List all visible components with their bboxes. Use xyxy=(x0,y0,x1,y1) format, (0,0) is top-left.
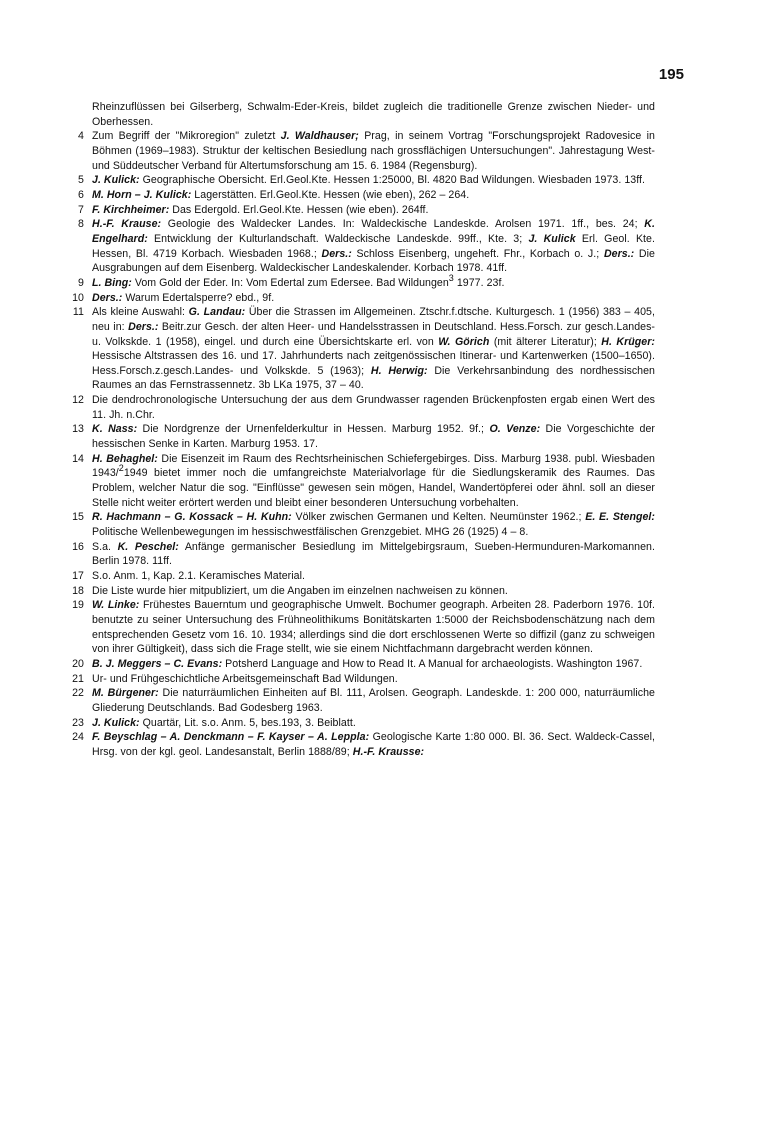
footnote-text xyxy=(92,687,655,714)
footnote-19 xyxy=(0,598,655,657)
footnote-23 xyxy=(0,716,655,731)
footnote-text-run: Lagerstätten. Erl.Geol.Kte. Hessen (wie eben), 262 – 264. xyxy=(191,188,470,201)
footnote-18 xyxy=(0,584,655,599)
footnote-number: 18 xyxy=(72,584,84,597)
author-name: E. E. Stengel: xyxy=(585,511,656,524)
footnote-number: 21 xyxy=(72,672,84,685)
footnote-text xyxy=(92,272,505,289)
footnote-number: 9 xyxy=(78,276,84,289)
footnote-text-run: Die naturräumlichen Einheiten auf Bl. 111, Arolsen. Geograph. Landeskde. 1: 200 000, naturräumliche Gliederung Deutschlands. Bad Godesberg 1963. xyxy=(92,687,656,714)
author-name: W. Görich xyxy=(438,335,490,348)
superscript: 2 xyxy=(118,463,124,474)
footnote-text xyxy=(92,570,305,582)
footnote-9 xyxy=(0,272,655,291)
footnote-21 xyxy=(0,672,655,687)
footnote-number: 19 xyxy=(72,599,84,612)
footnote-text-run: Quartär, Lit. s.o. Anm. 5, bes.193, 3. Beiblatt. xyxy=(139,716,356,729)
author-name: O. Venze: xyxy=(489,423,541,436)
footnote-5 xyxy=(0,173,655,188)
author-name: Ders.: xyxy=(603,247,635,260)
footnote-13 xyxy=(0,422,655,451)
footnote-text xyxy=(92,204,429,216)
footnote-number: 14 xyxy=(72,452,84,465)
footnote-number: 12 xyxy=(72,394,84,407)
author-name: M. Bürgener: xyxy=(92,687,159,700)
footnote-text-run: Die dendrochronologische Untersuchung der aus dem Grundwasser ragenden Brückenpfosten ergab einen Wert des 11. Jh. n.Chr. xyxy=(92,394,655,421)
footnote-text-run: Die Eisenzeit im Raum des Rechtsrheinischen Schiefergebirges. Diss. Marburg 1938. publ. Wiesbaden 1943/ xyxy=(92,452,655,480)
footnote-text-run: Schloss Eisenberg, ungeheft. Fhr., Korbach o. J.; xyxy=(351,247,604,260)
footnote-text-run: Prag, in seinem Vortrag "Forschungsprojekt Radovesice in Böhmen (1969–1983). Struktur der keltischen Besiedlung nach grossflächigen Untersuchungen". Jahrestagung West- und Süddeutscher Verband für Altertumsforschung am 15. 6. 1984 (Regensburg). xyxy=(92,130,655,172)
footnote-number: 23 xyxy=(72,716,84,729)
footnote-text-run: Entwicklung der Kulturlandschaft. Waldeckische Landeskde. 99ff., Kte. 3; xyxy=(147,232,529,245)
footnote-text-run: Frühestes Bauerntum und geographische Umwelt. Bochumer geograph. Arbeiten 28. Paderborn 1976. 10f. benutzte zu seiner Untersuchung des Frühneolithikums Bonitätskarten 1:5000 der Reichsbodenschätzung nach dem entsprechenden Gesetz vom 16. 10. 1934; allerdings sind die dort erschlossenen Werte so diffizil (ganz zu schweigen von ihrer Gültigkeit), dass sich die Frage stellt, wie sie einem Nichtfachmann dargebracht werden können. xyxy=(92,599,655,656)
page-number: 195 xyxy=(658,66,684,83)
footnote-continuation: Rheinzuflüssen bei Gilserberg, Schwalm-Eder-Kreis, bildet zugleich die traditionelle Grenze zwischen Nieder- und Oberhessen. xyxy=(92,101,655,128)
author-name: H. Krüger: xyxy=(601,335,655,348)
author-name: J. Kulick: xyxy=(92,716,140,729)
footnotes xyxy=(0,100,768,760)
footnote-number: 8 xyxy=(78,218,84,231)
footnote-12 xyxy=(0,393,655,422)
footnote-text xyxy=(92,174,645,186)
footnote-text-run: Hessische Altstrassen des 16. und 17. Jahrhunderts nach zeitgenössischen Itinerar- und Kartenwerken (1500–1650). Hess.Forsch.z.gesch.Landes- und Volkskde. 5 (1963); xyxy=(92,350,655,377)
author-name: Ders.: xyxy=(128,320,159,333)
footnote-20 xyxy=(0,657,655,672)
author-name: L. Bing: xyxy=(92,276,132,289)
footnote-text xyxy=(92,394,655,421)
footnote-text xyxy=(92,541,655,568)
footnote-24 xyxy=(0,730,655,759)
footnote-text-run: Die Verkehrsanbindung des nordhessischen Raumes an das Fernstrassennetz. 3b LKa 1975, 37 – 40. xyxy=(92,364,655,392)
footnote-text-run: Geographische Obersicht. Erl.Geol.Kte. Hessen 1:25000, Bl. 4820 Bad Wildungen. Wiesbaden 1973. 13ff. xyxy=(139,174,646,187)
footnote-text-run: S.a. xyxy=(92,540,118,553)
footnote-text xyxy=(92,673,398,685)
footnote-number: 11 xyxy=(72,306,84,319)
footnote-number: 24 xyxy=(72,731,84,744)
footnote-text xyxy=(92,599,655,655)
footnote-number: 10 xyxy=(72,291,84,304)
footnote-text-run: Geologie des Waldecker Landes. In: Waldeckische Landeskde. Arolsen 1971. 1ff., bes. 24; xyxy=(161,218,645,231)
author-name: J. Kulick xyxy=(528,232,576,245)
author-name: H. Behaghel: xyxy=(92,452,158,465)
footnote-number: 22 xyxy=(72,687,84,700)
footnote-15 xyxy=(0,510,655,539)
footnote-22 xyxy=(0,686,655,715)
footnote-number: 15 xyxy=(72,511,84,524)
author-name: G. Landau: xyxy=(188,306,246,319)
author-name: M. Horn – J. Kulick: xyxy=(92,188,192,201)
footnote-text-run: Anfänge germanischer Besiedlung im Mittelgebirgsraum, Sueben-Hermunduren-Markomannen. Berlin 1978. 11ff. xyxy=(92,540,655,568)
footnote-text xyxy=(92,717,356,729)
author-name: J. Waldhauser; xyxy=(280,130,359,143)
footnote-text-run: 1949 bietet immer noch die umfangreichste Materialvorlage für die Siedlungskeramik des Raumes. Das Problem, welcher Natur die sog. "Einflüsse" gewesen sein mögen, Handel, Wandertöpferei oder ähnl. soll an dieser Stelle nicht weiter erörtert werden und bleibt einer besonderen Untersuchung vorbehalten. xyxy=(92,467,655,509)
footnote-6 xyxy=(0,188,655,203)
footnote-text xyxy=(92,731,655,758)
footnote-number: 20 xyxy=(72,657,84,670)
author-name: F. Kirchheimer: xyxy=(92,203,170,216)
footnote-text-run: Das Edergold. Erl.Geol.Kte. Hessen (wie eben). 264ff. xyxy=(169,203,429,216)
footnote-text-run: Vom Gold der Eder. In: Vom Edertal zum Edersee. Bad Wildungen xyxy=(131,276,449,289)
footnote-text xyxy=(92,306,655,391)
footnote-text-run: S.o. Anm. 1, Kap. 2.1. Keramisches Material. xyxy=(92,570,305,582)
footnote-text-run: Beitr.zur Gesch. der alten Heer- und Handelsstrassen in Deutschland. Hess.Forsch. zur gesch.Landes- u. Volkskde. 1 (1958), eingel. und durch eine Übersichtskarte erl. von xyxy=(92,320,656,348)
footnote-10 xyxy=(0,291,655,306)
footnote-text xyxy=(92,658,642,670)
footnote-text-run: Potsherd Language and How to Read It. A Manual for archaeologists. Washington 1967. xyxy=(222,657,643,670)
footnote-8 xyxy=(0,217,655,276)
footnote-text-run: Die Ausgrabungen auf dem Eisenberg. Waldeckischer Landeskalender. Korbach 1978. 41ff. xyxy=(92,247,655,275)
footnote-text xyxy=(92,130,655,171)
footnote-text xyxy=(92,423,655,450)
footnote-14 xyxy=(0,452,655,511)
footnote-text xyxy=(92,453,655,509)
author-name: J. Kulick: xyxy=(92,174,140,187)
footnote-number: 5 xyxy=(78,174,84,187)
footnote-text-run: (mit älterer Literatur); xyxy=(489,335,602,348)
footnote-number: 17 xyxy=(72,570,84,582)
footnote-number: 7 xyxy=(78,203,84,216)
author-name: K. Peschel: xyxy=(117,540,179,553)
author-name: B. J. Meggers – C. Evans: xyxy=(92,657,223,670)
footnote-text-run: Völker zwischen Germanen und Kelten. Neumünster 1962.; xyxy=(291,511,586,524)
footnote-text-run: Ur- und Frühgeschichtliche Arbeitsgemeinschaft Bad Wildungen. xyxy=(92,672,398,685)
author-name: F. Beyschlag – A. Denckmann – F. Kayser – A. Leppla: xyxy=(92,731,370,744)
footnote-text-run: Als kleine Auswahl: xyxy=(92,306,189,319)
footnote-text-run: Politische Wellenbewegungen im hessischwestfälischen Grenzgebiet. MHG 26 (1925) 4 – 8. xyxy=(92,526,529,539)
footnote-text xyxy=(92,189,469,201)
footnote-number: 13 xyxy=(72,423,84,436)
footnote-text-run: Die Liste wurde hier mitpubliziert, um die Angaben im einzelnen nachweisen zu können. xyxy=(92,584,508,597)
footnote-number: 16 xyxy=(72,540,84,553)
footnote-text-run: 1977. 23f. xyxy=(453,276,505,289)
footnote-11 xyxy=(0,305,655,393)
footnote-text-run: Die Vorgeschichte der hessischen Senke in Karten. Marburg 1953. 17. xyxy=(92,423,655,451)
author-name: K. Engelhard: xyxy=(92,218,655,245)
author-name: K. Nass: xyxy=(92,423,138,436)
footnote-text xyxy=(92,218,655,274)
footnote-text xyxy=(92,585,508,597)
footnote-text-run: Über die Strassen im Allgemeinen. Ztschr.f.dtsche. Kulturgesch. 1 (1956) 383 – 405, neu in: xyxy=(92,306,655,333)
footnote-7 xyxy=(0,203,655,218)
author-name: H.-F. Krausse: xyxy=(352,745,425,758)
author-name: Ders.: xyxy=(92,291,123,304)
footnote-number: 6 xyxy=(78,188,84,201)
author-name: Ders.: xyxy=(321,247,352,260)
footnote-text-run: Geologische Karte 1:80 000. Bl. 36. Sect. Waldeck-Cassel, Hrsg. von der kgl. geol. Landesanstalt, Berlin 1888/89; xyxy=(92,731,655,758)
footnote-list xyxy=(0,129,768,759)
footnote-number: 4 xyxy=(78,130,84,143)
footnote-text-run: Erl. Geol. Kte. Hessen, Bl. 4719 Korbach. Wiesbaden 1968.; xyxy=(92,232,655,260)
footnote-17 xyxy=(0,569,655,584)
footnote-text-run: Warum Edertalsperre? ebd., 9f. xyxy=(122,291,275,304)
author-name: W. Linke: xyxy=(92,599,140,612)
footnote-text-run: Zum Begriff der "Mikroregion" zuletzt xyxy=(92,130,281,143)
footnote-text xyxy=(92,511,655,538)
footnote-4 xyxy=(0,129,655,173)
footnote-text xyxy=(92,292,274,304)
author-name: H.-F. Krause: xyxy=(92,218,162,231)
author-name: R. Hachmann – G. Kossack – H. Kuhn: xyxy=(92,511,292,524)
footnote-16 xyxy=(0,540,655,569)
author-name: H. Herwig: xyxy=(370,364,428,377)
superscript: 3 xyxy=(448,272,454,283)
footnote-text-run: Die Nordgrenze der Urnenfelderkultur in Hessen. Marburg 1952. 9f.; xyxy=(137,423,490,436)
